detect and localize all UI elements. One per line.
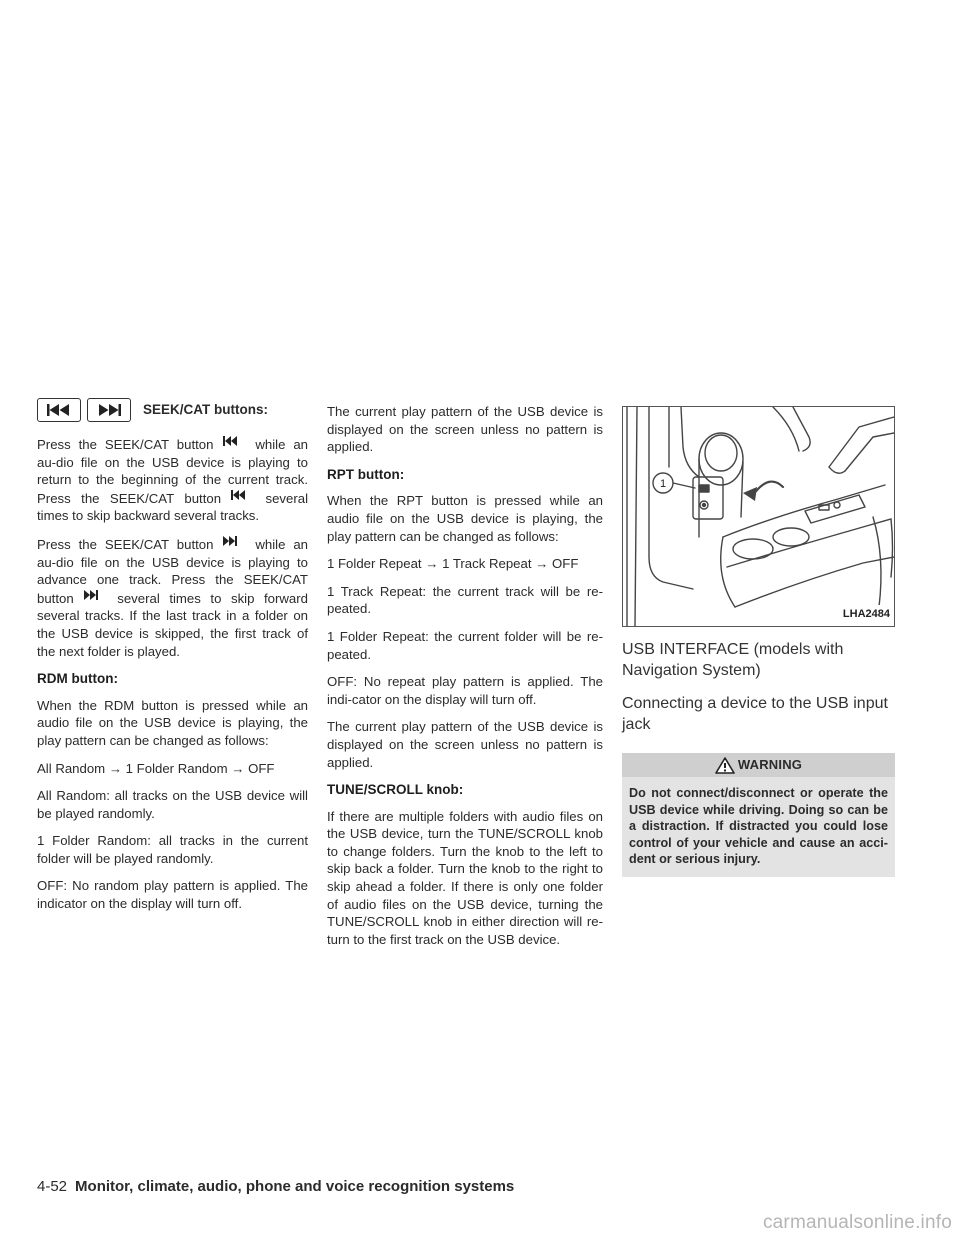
callout-number: 1 (659, 478, 667, 490)
page-footer (37, 1178, 514, 1195)
rpt-paragraph-5: OFF: No repeat play pattern is applied. The indi-cator on the display will turn off. (327, 674, 603, 707)
rdm-paragraph-4: 1 Folder Random: all tracks in the current folder will be played randomly. (37, 833, 308, 866)
usb-jack-illustration (622, 406, 895, 627)
warning-triangle-icon (715, 757, 735, 774)
rdm-heading: RDM button: (37, 671, 118, 687)
tune-paragraph: If there are multiple folders with audio files on the USB device, turn the TUNE/SCROLL knob to change folders. Turn the knob to the left to skip back a folder. Turn the knob to the right to skip ahead a folder. If there is only one folder of audio files on the USB device, turning the TUNE/SCROLL knob in either direction will re-turn to the first track on the USB device. (327, 808, 603, 947)
rpt-heading: RPT button: (327, 466, 405, 482)
rdm-paragraph-1: When the RDM button is pressed while an audio file on the USB device is playing, the play pattern can be changed as follows: (37, 697, 308, 748)
warning-label: WARNING (737, 757, 803, 773)
watermark: carmanualsonline.info (762, 1212, 952, 1233)
seek-p2-text-c: several times to skip forward several tracks. If the last track in a folder on the USB device is skipped, the first track of the next folder is played. (37, 590, 308, 659)
figure-code: LHA2484 (840, 605, 893, 625)
seek-back-button-graphic (37, 398, 81, 422)
rpt-paragraph-1: When the RPT button is pressed while an audio file on the USB device is playing, the play pattern can be changed as follows: (327, 493, 603, 544)
warning-header (622, 753, 895, 777)
play-pattern-paragraph: The current play pattern of the USB device is displayed on the screen unless no pattern is applied. (327, 404, 603, 455)
seek-heading: SEEK/CAT buttons: (143, 402, 268, 418)
rpt-paragraph-6: The current play pattern of the USB device is displayed on the screen unless no pattern is applied. (327, 719, 603, 770)
rdm-paragraph-3: All Random: all tracks on the USB device will be played randomly. (37, 788, 308, 821)
right-column (622, 406, 895, 877)
usb-section-title: USB INTERFACE (models with Navigation System) (622, 641, 844, 679)
tune-heading: TUNE/SCROLL knob: (327, 782, 464, 798)
seek-p1-text-a: Press the SEEK/CAT button (37, 437, 214, 452)
rpt-paragraph-3: 1 Track Repeat: the current track will be re-peated. (327, 583, 603, 617)
seek-heading-row (37, 395, 308, 425)
seek-p2-text-a: Press the SEEK/CAT button (37, 536, 214, 552)
seek-forward-icon (213, 535, 247, 547)
seek-forward-icon (74, 589, 108, 601)
seek-paragraph-1 (37, 435, 308, 525)
usb-subsection-title: Connecting a device to the USB input jack (622, 695, 888, 733)
warning-box (622, 753, 895, 877)
seek-p1-text-b: while an au-dio file on the USB device is playing to return to the beginning of the current track. Press the SEEK/CAT button (37, 437, 308, 506)
middle-column (327, 403, 603, 958)
page-number: 4-52 (37, 1178, 68, 1195)
seek-p2-text-b: while an au-dio file on the USB device is playing to advance one track. Press the SEEK/CAT button (37, 536, 308, 606)
seek-back-icon (46, 404, 72, 416)
left-column (37, 395, 308, 923)
rdm-paragraph-5: OFF: No random play pattern is applied. The indicator on the display will turn off. (37, 878, 308, 912)
seek-forward-icon (96, 404, 122, 416)
seek-forward-button-graphic (87, 398, 131, 422)
rpt-paragraph-2: 1 Folder Repeat → 1 Track Repeat → OFF (327, 556, 579, 572)
seek-back-icon (213, 435, 247, 447)
chapter-title: Monitor, climate, audio, phone and voice recognition systems (75, 1178, 515, 1195)
rpt-paragraph-4: 1 Folder Repeat: the current folder will be re-peated. (327, 628, 603, 662)
seek-paragraph-2 (37, 535, 308, 660)
warning-text: Do not connect/disconnect or operate the USB device while driving. Doing so can be a distraction. If distracted you could lose control of your vehicle and cause an acci-dent or serious injury. (629, 786, 888, 866)
seek-back-icon (221, 489, 255, 501)
seek-p1-text-c: several times to skip backward several tracks. (37, 490, 308, 524)
center-console-drawing (623, 407, 894, 626)
rdm-paragraph-2: All Random → 1 Folder Random → OFF (37, 760, 275, 776)
